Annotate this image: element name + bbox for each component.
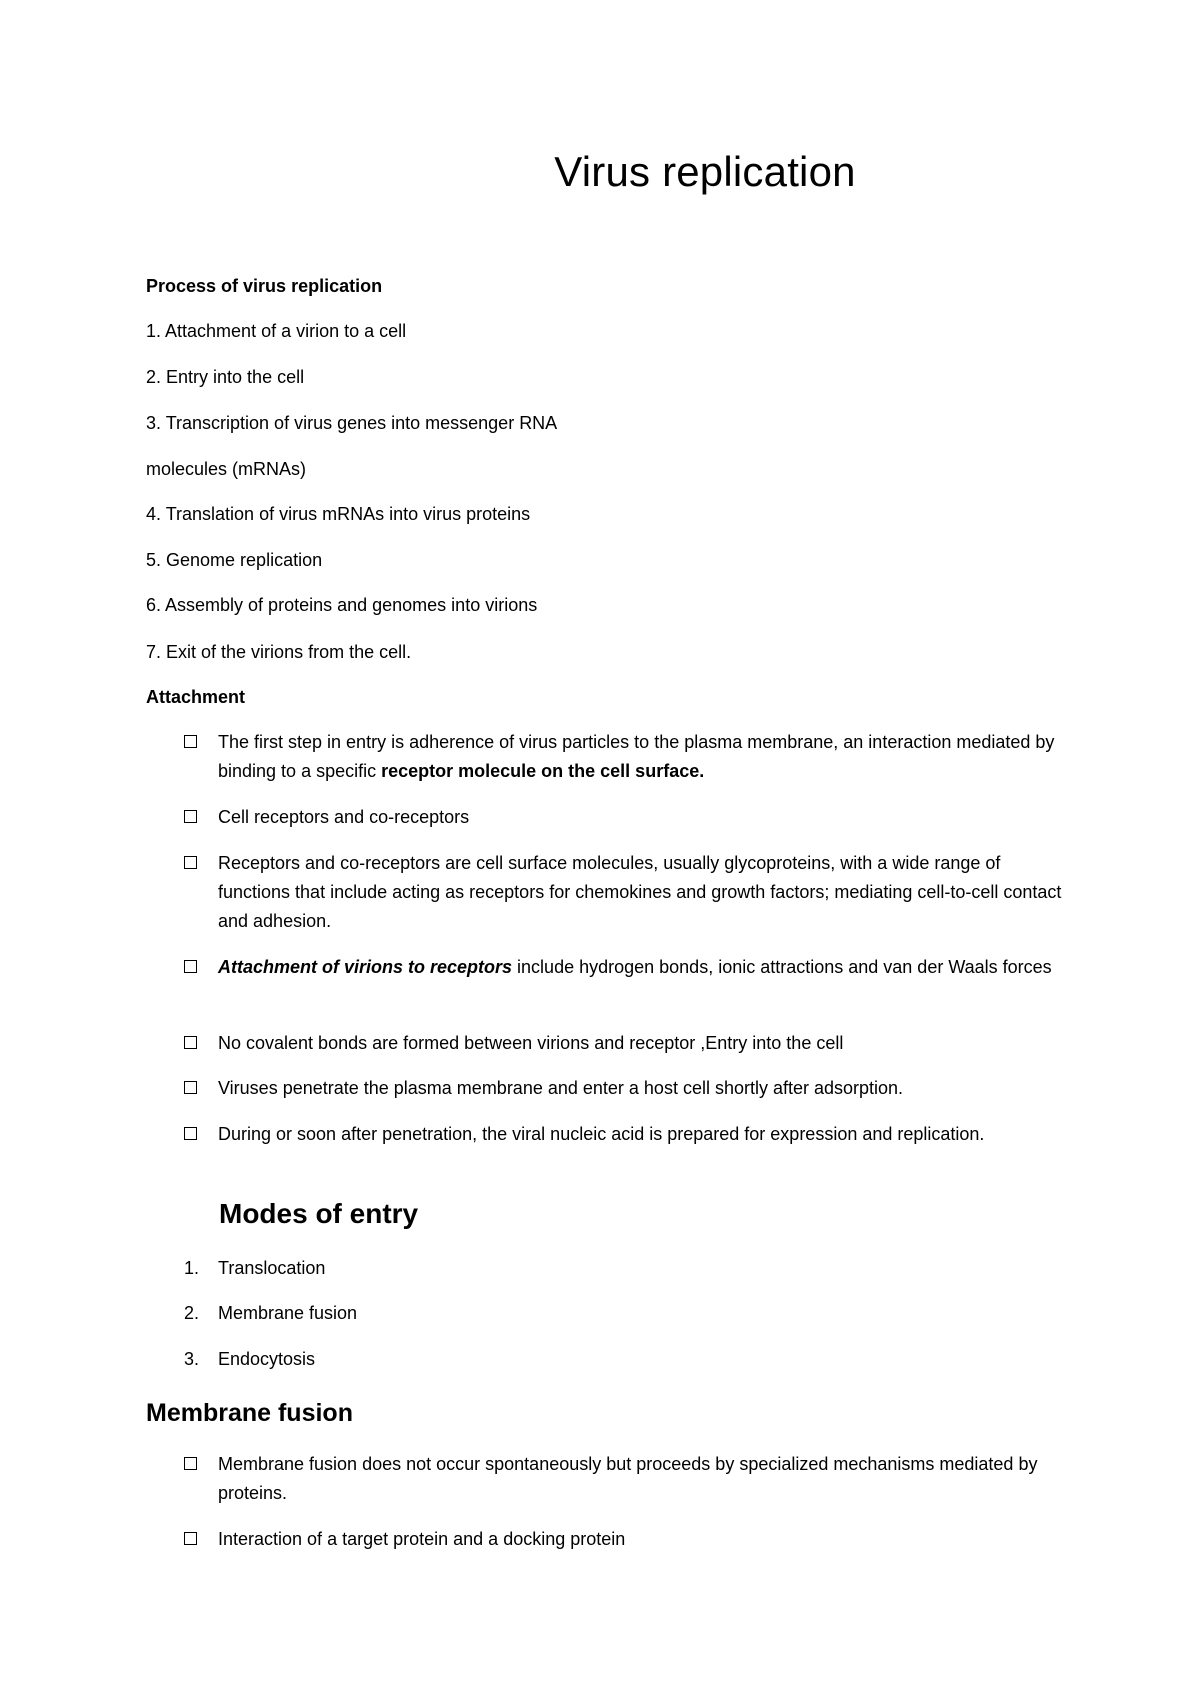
mode-item-3: 3. Endocytosis xyxy=(184,1349,316,1369)
checkbox-icon xyxy=(184,1532,197,1545)
process-step-3: 3. Transcription of virus genes into messenger RNA xyxy=(146,413,558,433)
process-heading: Process of virus replication xyxy=(146,276,383,296)
checkbox-icon xyxy=(184,1457,197,1470)
document-title: Virus replication xyxy=(554,148,856,195)
process-step-5: 5. Genome replication xyxy=(146,550,323,570)
process-step-6: 6. Assembly of proteins and genomes into virions xyxy=(146,595,538,615)
mode-item-1: 1. Translocation xyxy=(184,1258,326,1278)
attachment-heading: Attachment xyxy=(146,687,246,707)
membrane-fusion-heading: Membrane fusion xyxy=(146,1399,353,1427)
document-page: Virus replication Process of virus replication 1. Attachment of a virion to a cell 2. Entry into the cell 3. Transcription of virus genes into messenger RNA molecules (mRNAs) 4. Translation of virus mRNAs into virus proteins 5. Genome replication 6. Assembly of proteins and genomes into virions 7. Exit of the virions from the cell. Attachment The first step in entry is adherence of virus particles to the plasma membrane, an interaction mediated by binding to a specific receptor molecule on the cell surface. Cell receptors and co-receptors Receptors and co-receptors are cell surface molecules, usually glycoproteins, with a wide range of functions that include acting as receptors for chemokines and growth factors; mediating cell-to-cell contact and adhesion. Attachment of virions to receptors include hydrogen bonds, ionic attractions and van der Waals forces No covalent bonds are formed between virions and receptor ,Entry into the cell Viruses penetrate the plasma membrane and enter a host cell shortly after adsorption. During or soon after penetration, the viral nucleic acid is prepared for expression and replication. Modes of entry 1. Translocation 2. Membrane fusion 3. Endocytosis Membrane fusion Membrane fusion does not occur spontaneously but proceeds by specialized mechanisms mediated by proteins. Interaction of a target protein and a docking protein xyxy=(0,0,1200,1698)
checkbox-icon xyxy=(184,856,197,869)
mode-item-2: 2. Membrane fusion xyxy=(184,1303,358,1323)
process-step-4: 4. Translation of virus mRNAs into virus proteins xyxy=(146,504,531,524)
process-step-2: 2. Entry into the cell xyxy=(146,367,305,387)
checkbox-icon xyxy=(184,735,197,748)
modes-heading: Modes of entry xyxy=(219,1198,419,1229)
process-step-7: 7. Exit of the virions from the cell. xyxy=(146,642,412,662)
checkbox-icon xyxy=(184,1081,197,1094)
process-step-1: 1. Attachment of a virion to a cell xyxy=(146,321,407,341)
checkbox-icon xyxy=(184,960,197,973)
checkbox-icon xyxy=(184,1127,197,1140)
checkbox-icon xyxy=(184,810,197,823)
process-step-3-continued: molecules (mRNAs) xyxy=(146,459,307,479)
checkbox-icon xyxy=(184,1036,197,1049)
